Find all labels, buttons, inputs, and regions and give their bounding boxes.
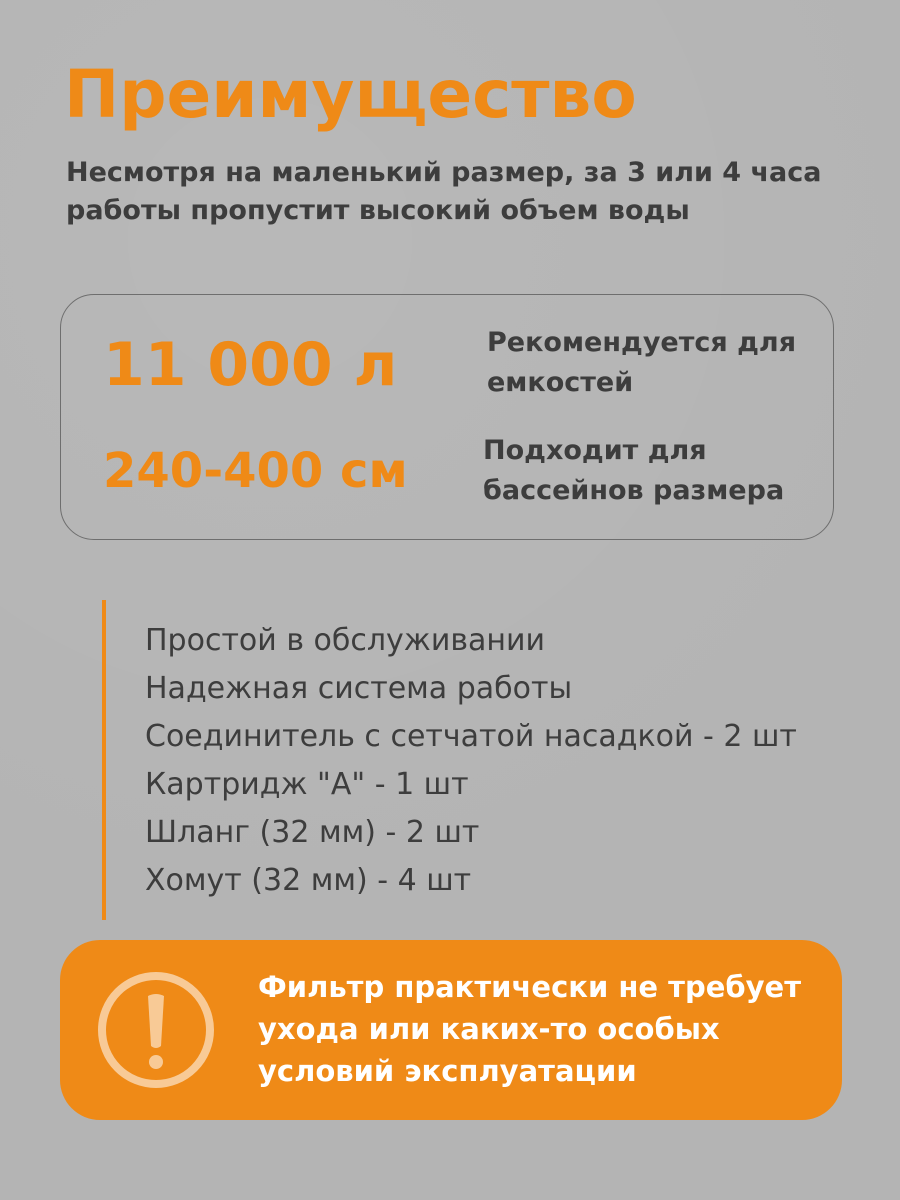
feature-item: Картридж "А" - 1 шт bbox=[145, 767, 469, 802]
page-title: Преимущество bbox=[64, 56, 637, 133]
stat-pool-size-value: 240-400 см bbox=[103, 443, 408, 499]
stat-volume-value: 11 000 л bbox=[103, 330, 398, 400]
notice-banner bbox=[60, 940, 842, 1120]
feature-item: Шланг (32 мм) - 2 шт bbox=[145, 815, 480, 850]
feature-item: Надежная система работы bbox=[145, 671, 573, 706]
page-subtitle: Несмотря на маленький размер, за 3 или 4 часа работы пропустит высокий объем воды bbox=[66, 157, 822, 226]
feature-item: Соединитель с сетчатой насадкой - 2 шт bbox=[145, 719, 797, 754]
notice-text: Фильтр практически не требует ухода или каких-то особых условий эксплуатации bbox=[258, 970, 802, 1088]
features-list bbox=[102, 600, 892, 920]
stat-pool-size-description: Подходит для бассейнов размера bbox=[483, 435, 785, 506]
stat-volume-description: Рекомендуется для емкостей bbox=[487, 327, 797, 398]
stats-panel bbox=[60, 294, 834, 540]
exclamation-icon bbox=[96, 970, 216, 1090]
feature-item: Хомут (32 мм) - 4 шт bbox=[145, 863, 472, 898]
feature-item: Простой в обслуживании bbox=[145, 623, 546, 658]
